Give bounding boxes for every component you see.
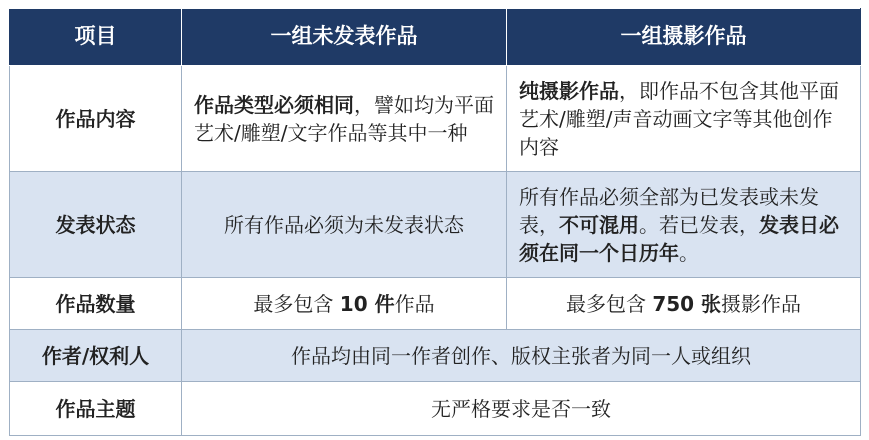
author-value-cell: 作品均由同一作者创作、版权主张者为同一人或组织 (182, 330, 861, 382)
status-photo-text-c: 。 (679, 240, 699, 265)
row-status (10, 172, 861, 278)
content-unpublished-cell (182, 66, 507, 172)
content-unpublished-text: ，譬如均为平面艺术/雕塑/文字作品等其中一种 (194, 92, 494, 145)
header-photo-group: 一组摄影作品 (507, 9, 861, 66)
row-label-status: 发表状态 (10, 172, 182, 278)
row-label-content: 作品内容 (10, 66, 182, 172)
count-unpublished-prefix: 最多包含 (253, 291, 340, 316)
content-photo-bold: 纯摄影作品 (519, 78, 619, 103)
row-label-author: 作者/权利人 (10, 330, 182, 382)
count-photo-number: 750 张 (652, 291, 722, 316)
row-label-count: 作品数量 (10, 278, 182, 330)
status-unpublished-cell: 所有作品必须为未发表状态 (182, 172, 507, 278)
header-row (10, 9, 861, 66)
row-theme (10, 382, 861, 436)
status-photo-text-b: 。若已发表， (639, 212, 759, 237)
status-photo-bold-b: 发表日必须在同一个日历年 (519, 212, 839, 265)
row-content (10, 66, 861, 172)
row-label-theme: 作品主题 (10, 382, 182, 436)
count-unpublished-suffix: 作品 (394, 291, 435, 316)
content-unpublished-bold: 作品类型必须相同 (194, 92, 354, 117)
content-photo-cell (507, 66, 861, 172)
status-photo-text-a: 所有作品必须全部为已发表或未发表， (519, 184, 819, 237)
row-count (10, 278, 861, 330)
header-unpublished-group: 一组未发表作品 (182, 9, 507, 66)
count-photo-prefix: 最多包含 (565, 291, 653, 316)
status-photo-bold-a: 不可混用 (559, 212, 639, 237)
count-photo-suffix: 摄影作品 (721, 291, 802, 316)
count-unpublished-cell (182, 278, 507, 330)
row-author (10, 330, 861, 382)
header-item: 项目 (10, 9, 182, 66)
count-photo-cell (507, 278, 861, 330)
comparison-table (9, 8, 861, 436)
status-photo-cell (507, 172, 861, 278)
theme-value-cell: 无严格要求是否一致 (182, 382, 861, 436)
content-photo-text: ，即作品不包含其他平面艺术/雕塑/声音动画文字等其他创作内容 (519, 78, 839, 159)
count-unpublished-number: 10 件 (339, 291, 395, 316)
